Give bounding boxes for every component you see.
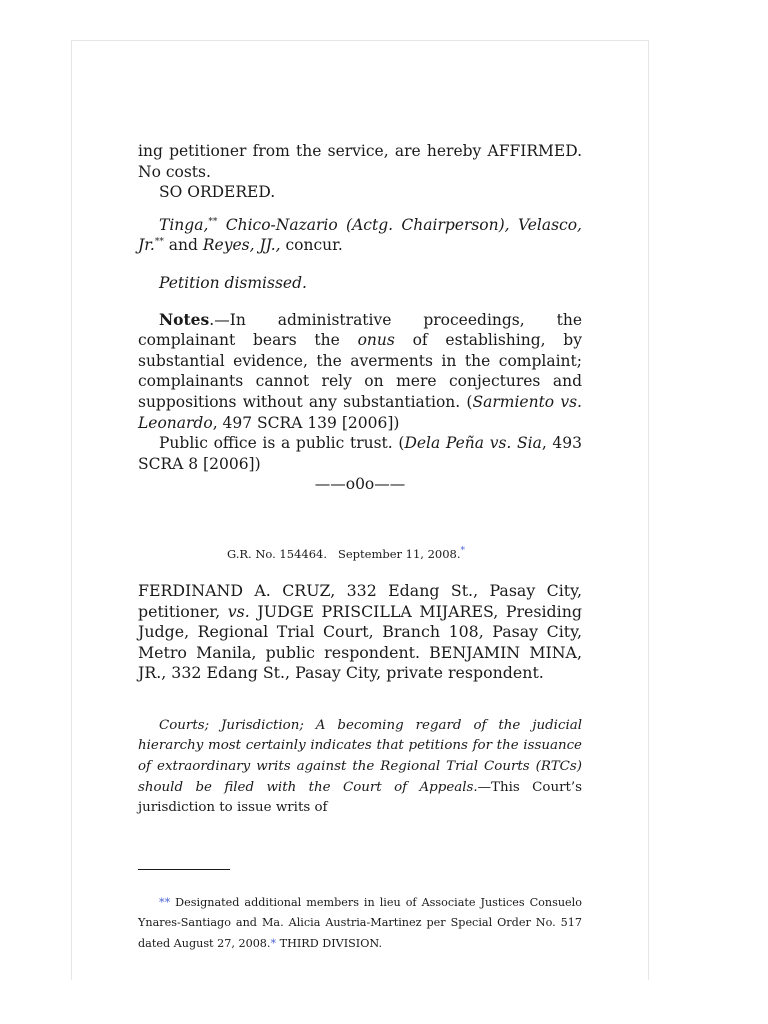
notes-heading: Notes — [159, 309, 210, 329]
footnote-rule — [138, 869, 230, 870]
footnote-text-1: Designated additional members in lieu of Associate Justices Consuelo Ynares-Santiago and Ma. Alicia Austria-Martinez per Special Order No. 517 dated August 27, 2008. — [138, 895, 582, 951]
justices-chico-nazario-velasco: Chico-Nazario (Actg. Chairperson), Velasco, Jr. — [138, 215, 582, 255]
parties-text-2: JUDGE PRISCILLA MIJARES, Presiding Judge, Regional Trial Court, Branch 108, Pasay City, Metro Manila, public respondent. BENJAMIN MINA, JR., 332 Edang St., Pasay City, private respondent. — [138, 601, 582, 683]
footnote-marker-1[interactable]: ** — [159, 895, 171, 909]
case-footnote-ref[interactable]: * — [460, 546, 466, 557]
notes-case-citation-2: Dela Peña vs. Sia — [404, 434, 542, 453]
justice-tinga: Tinga, — [159, 215, 209, 234]
footnote-marker-2[interactable]: * — [270, 937, 277, 951]
footnote — [138, 893, 582, 955]
syllabus-paragraph — [138, 716, 582, 819]
footnote-ref-2: ** — [154, 237, 164, 248]
justice-reyes: Reyes, JJ., — [202, 236, 281, 255]
note2-text-1: Public office is a public trust. ( — [159, 434, 405, 453]
page-content — [138, 141, 582, 955]
section-separator: ——o0o—— — [314, 475, 406, 494]
notes-text-3: , 497 SCRA 139 [2006]) — [212, 413, 400, 432]
footnote-text-2: THIRD DIVISION. — [276, 937, 383, 951]
ruling-end-paragraph: ing petitioner from the service, are hereby AFFIRMED. No costs. — [138, 142, 582, 181]
notes-case-citation-1: Sarmiento vs. Leonardo — [138, 392, 582, 432]
notes-paragraph — [138, 310, 582, 434]
notes-public-office — [138, 433, 582, 474]
case-number: G.R. No. 154464. — [226, 546, 327, 561]
concur-and: and — [168, 236, 198, 255]
notes-text-1: .—In administrative proceedings, the complainant bears the — [138, 310, 582, 350]
concur-word: concur. — [285, 236, 343, 255]
syllabus-headnote: Courts; Jurisdiction; A becoming regard of the judicial hierarchy most certainly indicates that petitions for the issuance of extraordinary writs against the Regional Trial Courts (RTCs) should be filed with the Court of Appeals. — [138, 717, 582, 795]
parties-vs: vs. — [227, 601, 250, 621]
case-heading — [110, 547, 582, 561]
case-parties — [138, 581, 582, 684]
case-date: September 11, 2008. — [337, 546, 461, 561]
petition-dismissed: Petition dismissed. — [159, 273, 307, 292]
so-ordered: SO ORDERED. — [159, 183, 276, 202]
syllabus-text: —This Court’s jurisdiction to issue writs of — [138, 779, 582, 816]
parties-text-1: FERDINAND A. CRUZ, 332 Edang St., Pasay City, petitioner, — [138, 580, 582, 621]
note2-text-2: , 493 SCRA 8 [2006]) — [138, 434, 583, 473]
concurrence — [138, 215, 582, 256]
footnote-ref-1: ** — [208, 216, 218, 227]
notes-text-2: of establishing, by substantial evidence, the averments in the complaint; complainants cannot rely on mere conjectures and suppositions without any substantiation. ( — [138, 331, 582, 411]
notes-onus: onus — [357, 331, 395, 350]
